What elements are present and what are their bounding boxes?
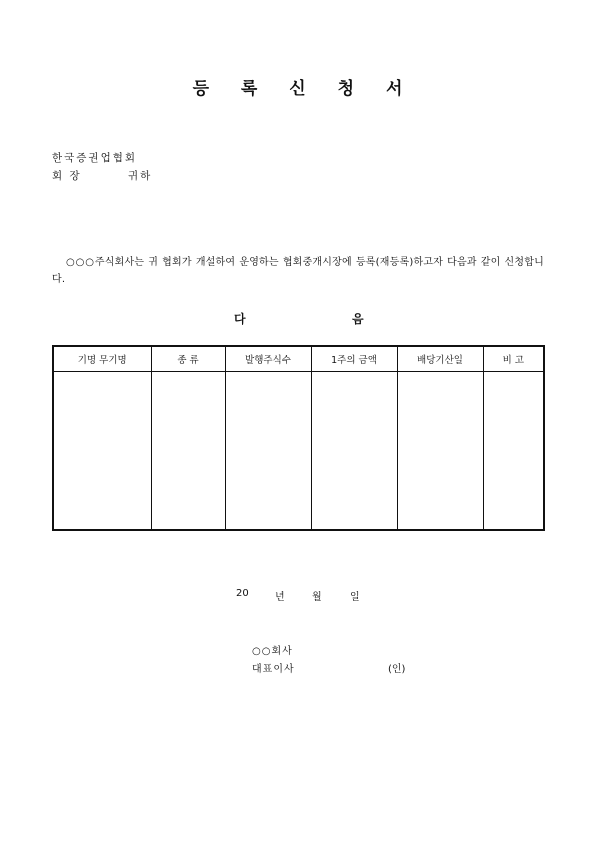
signature-representative: 대표이사 bbox=[252, 664, 295, 675]
header-remarks: 비 고 bbox=[483, 346, 544, 372]
header-issued-shares: 발행주식수 bbox=[225, 346, 311, 372]
cell-kind[interactable] bbox=[151, 372, 225, 531]
registration-table bbox=[52, 345, 545, 531]
date-year-prefix: 20 bbox=[236, 588, 249, 599]
cell-registered-type[interactable] bbox=[53, 372, 151, 531]
document-title: 등 록 신 청 서 bbox=[192, 79, 416, 99]
heading-left: 다 bbox=[234, 312, 246, 326]
cell-remarks[interactable] bbox=[483, 372, 544, 531]
header-kind: 종 류 bbox=[151, 346, 225, 372]
date-day: 일 bbox=[350, 592, 360, 603]
date-month: 월 bbox=[312, 592, 322, 603]
application-body: ○○○주식회사는 귀 협회가 개설하여 운영하는 협회중개시장에 등록(재등록)하고자 다음과 같이 신청합니다. bbox=[52, 257, 544, 285]
table-row bbox=[53, 372, 544, 531]
heading-right: 음 bbox=[352, 312, 364, 326]
header-registered-type: 기명 무기명 bbox=[53, 346, 151, 372]
addressee-org: 한국증권업협회 bbox=[52, 152, 138, 164]
cell-par-value[interactable] bbox=[311, 372, 397, 531]
header-dividend-date: 배당기산일 bbox=[397, 346, 483, 372]
signature-seal: (인) bbox=[388, 664, 406, 675]
addressee-position: 회 장 bbox=[52, 170, 82, 182]
date-year: 년 bbox=[275, 592, 285, 603]
addressee-honorific: 귀하 bbox=[128, 170, 153, 182]
signature-company: ○○회사 bbox=[252, 646, 293, 657]
cell-dividend-date[interactable] bbox=[397, 372, 483, 531]
cell-issued-shares[interactable] bbox=[225, 372, 311, 531]
table-header-row bbox=[53, 346, 544, 372]
header-par-value: 1주의 금액 bbox=[311, 346, 397, 372]
